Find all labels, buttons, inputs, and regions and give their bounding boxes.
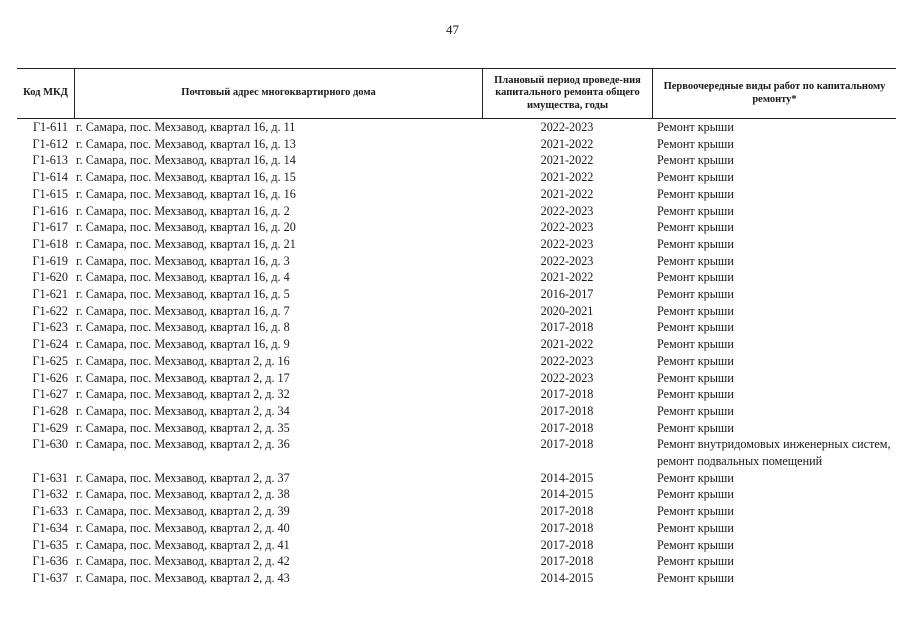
repair-works: Ремонт крыши (657, 303, 734, 318)
address: г. Самара, пос. Мехзавод, квартал 16, д. 16 (76, 186, 296, 201)
repair-period: 2017-2018 (540, 537, 594, 552)
table-row (17, 470, 896, 487)
address: г. Самара, пос. Мехзавод, квартал 16, д. 3 (76, 253, 290, 268)
repair-period: 2017-2018 (540, 403, 594, 418)
repair-works: Ремонт крыши (657, 220, 734, 235)
address: г. Самара, пос. Мехзавод, квартал 16, д. 15 (76, 170, 296, 185)
repair-works: Ремонт крыши (657, 120, 734, 134)
repair-works: Ремонт крыши (657, 537, 734, 552)
repair-period: 2017-2018 (540, 554, 594, 569)
mkd-code: Г1-637 (32, 570, 68, 585)
repair-works: Ремонт крыши (657, 554, 734, 569)
table-row (17, 403, 896, 420)
repair-period: 2022-2023 (540, 120, 594, 134)
repair-works: Ремонт крыши (657, 203, 734, 218)
repair-period: 2021-2022 (540, 337, 594, 352)
mkd-code: Г1-625 (32, 353, 68, 368)
repair-period: 2017-2018 (540, 437, 594, 452)
repair-period: 2022-2023 (540, 353, 594, 368)
repair-works: Ремонт крыши (657, 520, 734, 535)
table-row (17, 353, 896, 370)
address: г. Самара, пос. Мехзавод, квартал 2, д. 36 (76, 437, 290, 452)
repair-works: Ремонт крыши (657, 253, 734, 268)
repair-period: 2014-2015 (540, 487, 594, 502)
repair-works: Ремонт крыши (657, 320, 734, 335)
table-row (17, 119, 896, 136)
mkd-code: Г1-633 (32, 504, 68, 519)
mkd-code: Г1-624 (32, 337, 68, 352)
table-row (17, 253, 896, 270)
table-row (17, 236, 896, 253)
repair-works: Ремонт крыши (657, 353, 734, 368)
repair-period: 2017-2018 (540, 320, 594, 335)
repair-works: Ремонт крыши (657, 186, 734, 201)
address: г. Самара, пос. Мехзавод, квартал 2, д. 34 (76, 403, 290, 418)
repair-period: 2016-2017 (540, 287, 594, 302)
table-row (17, 319, 896, 336)
mkd-code: Г1-614 (32, 170, 68, 185)
repair-period: 2022-2023 (540, 236, 594, 251)
mkd-code: Г1-632 (32, 487, 68, 502)
address: г. Самара, пос. Мехзавод, квартал 16, д. 2 (76, 203, 290, 218)
repair-period: 2014-2015 (540, 470, 594, 485)
mkd-code: Г1-622 (32, 303, 68, 318)
table-row (17, 537, 896, 554)
table-row (17, 269, 896, 286)
repair-period: 2021-2022 (540, 170, 594, 185)
mkd-code: Г1-631 (32, 470, 68, 485)
repair-works: Ремонт крыши (657, 337, 734, 352)
address: г. Самара, пос. Мехзавод, квартал 2, д. 17 (76, 370, 290, 385)
repair-period: 2022-2023 (540, 370, 594, 385)
table-row (17, 436, 896, 469)
address: г. Самара, пос. Мехзавод, квартал 2, д. 42 (76, 554, 290, 569)
repair-period: 2017-2018 (540, 420, 594, 435)
repair-period: 2022-2023 (540, 203, 594, 218)
address: г. Самара, пос. Мехзавод, квартал 2, д. 41 (76, 537, 290, 552)
mkd-code: Г1-618 (32, 236, 68, 251)
mkd-code: Г1-635 (32, 537, 68, 552)
table-row (17, 186, 896, 203)
address: г. Самара, пос. Мехзавод, квартал 2, д. 37 (76, 470, 290, 485)
address: г. Самара, пос. Мехзавод, квартал 2, д. 32 (76, 387, 290, 402)
address: г. Самара, пос. Мехзавод, квартал 16, д. 13 (76, 136, 296, 151)
repair-works: Ремонт крыши (657, 570, 734, 585)
repair-period: 2017-2018 (540, 520, 594, 535)
repair-works: Ремонт крыши (657, 470, 734, 485)
mkd-code: Г1-621 (32, 287, 68, 302)
header-code: Код МКД (23, 87, 68, 99)
repair-works: Ремонт крыши (657, 270, 734, 285)
address: г. Самара, пос. Мехзавод, квартал 16, д. 14 (76, 153, 296, 168)
table-row (17, 520, 896, 537)
address: г. Самара, пос. Мехзавод, квартал 2, д. 40 (76, 520, 290, 535)
mkd-code: Г1-613 (32, 153, 68, 168)
mkd-code: Г1-630 (32, 437, 68, 452)
repair-period: 2014-2015 (540, 570, 594, 585)
mkd-code: Г1-636 (32, 554, 68, 569)
table-row (17, 136, 896, 153)
table-row (17, 370, 896, 387)
address: г. Самара, пос. Мехзавод, квартал 16, д. 9 (76, 337, 290, 352)
mkd-code: Г1-628 (32, 403, 68, 418)
table-row (17, 336, 896, 353)
repair-works: Ремонт крыши (657, 136, 734, 151)
address: г. Самара, пос. Мехзавод, квартал 16, д. 11 (76, 120, 296, 134)
repair-works: Ремонт внутридомовых инженерных систем, ремонт подвальных помещений (657, 437, 891, 469)
address: г. Самара, пос. Мехзавод, квартал 2, д. 43 (76, 570, 290, 585)
table-row (17, 486, 896, 503)
table-row (17, 570, 896, 587)
mkd-code: Г1-616 (32, 203, 68, 218)
repair-period: 2021-2022 (540, 186, 594, 201)
repair-works: Ремонт крыши (657, 403, 734, 418)
repair-works: Ремонт крыши (657, 420, 734, 435)
table-row (17, 169, 896, 186)
repair-works: Ремонт крыши (657, 504, 734, 519)
table-row (17, 152, 896, 169)
table-row (17, 553, 896, 570)
repair-period: 2017-2018 (540, 504, 594, 519)
header-address: Почтовый адрес многоквартирного дома (74, 69, 482, 118)
repair-works: Ремонт крыши (657, 370, 734, 385)
repair-works: Ремонт крыши (657, 153, 734, 168)
address: г. Самара, пос. Мехзавод, квартал 16, д. 5 (76, 287, 290, 302)
table-row (17, 386, 896, 403)
mkd-code: Г1-634 (32, 520, 68, 535)
address: г. Самара, пос. Мехзавод, квартал 2, д. 35 (76, 420, 290, 435)
mkd-code: Г1-626 (32, 370, 68, 385)
address: г. Самара, пос. Мехзавод, квартал 16, д. 8 (76, 320, 290, 335)
address: г. Самара, пос. Мехзавод, квартал 16, д. 4 (76, 270, 290, 285)
repair-period: 2021-2022 (540, 270, 594, 285)
table-body (17, 119, 896, 587)
repair-works: Ремонт крыши (657, 287, 734, 302)
table-row (17, 503, 896, 520)
table-row (17, 219, 896, 236)
repair-period: 2017-2018 (540, 387, 594, 402)
table-row (17, 286, 896, 303)
repair-period: 2021-2022 (540, 136, 594, 151)
repair-works: Ремонт крыши (657, 170, 734, 185)
page-number: 47 (446, 22, 459, 37)
address: г. Самара, пос. Мехзавод, квартал 16, д. 21 (76, 236, 296, 251)
address: г. Самара, пос. Мехзавод, квартал 2, д. 39 (76, 504, 290, 519)
mkd-code: Г1-617 (32, 220, 68, 235)
repair-works: Ремонт крыши (657, 387, 734, 402)
table-header (17, 68, 896, 119)
mkd-code: Г1-627 (32, 387, 68, 402)
repair-period: 2020-2021 (540, 303, 594, 318)
repair-period: 2021-2022 (540, 153, 594, 168)
mkd-code: Г1-619 (32, 253, 68, 268)
mkd-code: Г1-615 (32, 186, 68, 201)
mkd-code: Г1-629 (32, 420, 68, 435)
table-row (17, 303, 896, 320)
repair-period: 2022-2023 (540, 220, 594, 235)
mkd-code: Г1-612 (32, 136, 68, 151)
mkd-code: Г1-620 (32, 270, 68, 285)
repair-works: Ремонт крыши (657, 487, 734, 502)
table-row (17, 420, 896, 437)
header-works: Первоочередные виды работ по капитальному ремонту* (652, 69, 896, 118)
mkd-code: Г1-611 (32, 120, 68, 134)
table-row (17, 203, 896, 220)
mkd-code: Г1-623 (32, 320, 68, 335)
repair-works: Ремонт крыши (657, 236, 734, 251)
address: г. Самара, пос. Мехзавод, квартал 16, д. 7 (76, 303, 290, 318)
address: г. Самара, пос. Мехзавод, квартал 16, д. 20 (76, 220, 296, 235)
address: г. Самара, пос. Мехзавод, квартал 2, д. 16 (76, 353, 290, 368)
address: г. Самара, пос. Мехзавод, квартал 2, д. 38 (76, 487, 290, 502)
header-period: Плановый период проведе-ния капитального ремонта общего имущества, годы (482, 69, 652, 118)
repair-period: 2022-2023 (540, 253, 594, 268)
